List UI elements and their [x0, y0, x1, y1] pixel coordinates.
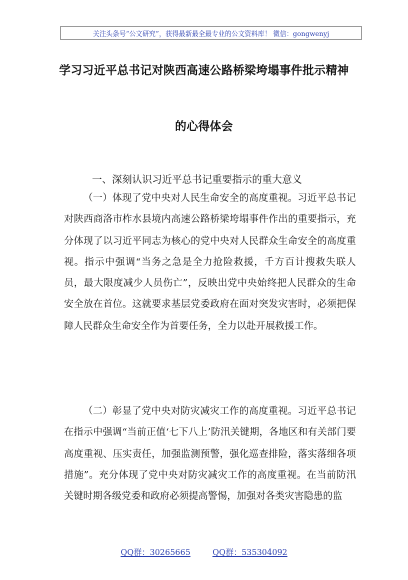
footer-qq-group-2: QQ群：535304092	[212, 548, 288, 557]
footer-qq-group-1: QQ群：30265665	[120, 548, 191, 557]
document-title-line-1: 学习习近平总书记对陕西高速公路桥梁垮塌事件批示精神	[59, 63, 349, 77]
promo-banner-text: 关注头条号“公文研究”，获得最新最全最专业的公文资料库！ 微信：gongwenyj	[92, 30, 330, 38]
paragraph-2: （二）彰显了党中央对防灾减灾工作的高度重视。习近平总书记在指示中强调“当前正值‘七下八上’防汛关键期，各地区和有关部门要高度重视、压实责任，加强监测预警，强化巡查排险，落实落细各项措施”。充分体现了党中央对防灾减灾工作的高度重视。在当前防汛关键时期各级党委和政府必须提高警惕，加强对各类灾害隐患的监	[64, 406, 356, 503]
paragraph-1: （一）体现了党中央对人民生命安全的高度重视。习近平总书记对陕西商洛市柞水县境内高速公路桥梁垮塌事件作出的重要指示，充分体现了以习近平同志为核心的党中央对人民群众生命安全的高度重视。指示中强调“当务之急是全力抢险救援，千方百计搜救失联人员，最大限度减少人员伤亡”，反映出党中央始终把人民群众的生命安全放在首位。这就要求基层党委政府在面对突发灾害时，必须把保障人民群众生命安全作为首要任务，全力以赴开展救援工作。	[64, 193, 356, 332]
footer-contact	[0, 547, 408, 558]
document-title-line-2: 的心得体会	[175, 119, 233, 133]
promo-banner	[60, 26, 362, 40]
section-heading: 一、深刻认识习近平总书记重要指示的重大意义	[92, 175, 302, 186]
